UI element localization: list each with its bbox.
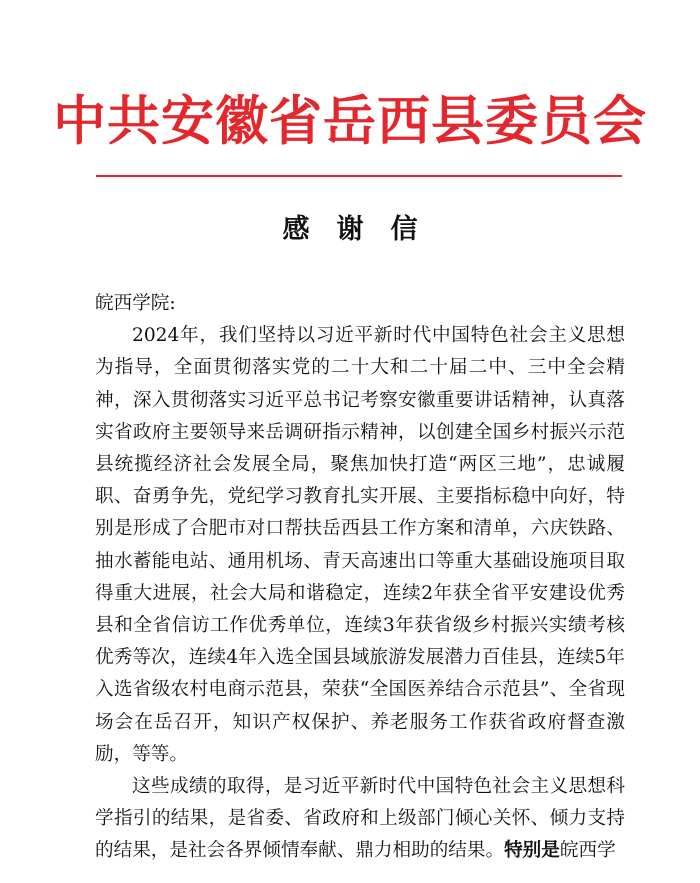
paragraph-gratitude <box>95 771 625 868</box>
paragraph-achievements: 2024年，我们坚持以习近平新时代中国特色社会主义思想为指导，全面贯彻落实党的二十大和二十届二中、三中全会精神，深入贯彻落实习近平总书记考察安徽重要讲话精神，认真落实省政府主要领导来岳调研指示精神，以创建全国乡村振兴示范县统揽经济社会发展全局，聚焦加快打造“两区三地”，忠诚履职、奋勇争先，党纪学习教育扎实开展、主要指标稳中向好，特别是形成了合肥市对口帮扶岳西县工作方案和清单，六庆铁路、抽水蓄能电站、通用机场、青天高速出口等重大基础设施项目取得重大进展，社会大局和谐稳定，连续2年获全省平安建设优秀县和全省信访工作优秀单位，连续3年获省级乡村振兴实绩考核优秀等次，连续4年入选全国县域旅游发展潜力百佳县，连续5年入选省级农村电商示范县，荣获“全国医养结合示范县”、全省现场会在岳召开，知识产权保护、养老服务工作获省政府督查激励，等等。 <box>95 325 625 765</box>
salutation: 皖西学院: <box>95 293 176 314</box>
letter-title: 感 谢 信 <box>282 214 418 245</box>
paragraph-gratitude-tail: 皖西学 <box>559 840 616 862</box>
letterhead-red-rule <box>96 175 622 177</box>
letter-body <box>95 288 625 868</box>
paragraph-gratitude-lead: 这些成绩的取得，是习近平新时代中国特色社会主义思想科学指引的结果，是省委、省政府和上级部门倾心关怀、倾力支持的结果，是社会各界倾情奉献、鼎力相助的结果。 <box>95 776 625 862</box>
organization-letterhead: 中共安徽省岳西县委员会 <box>53 90 647 152</box>
paragraph-gratitude-emphasis: 特别是 <box>504 840 560 862</box>
